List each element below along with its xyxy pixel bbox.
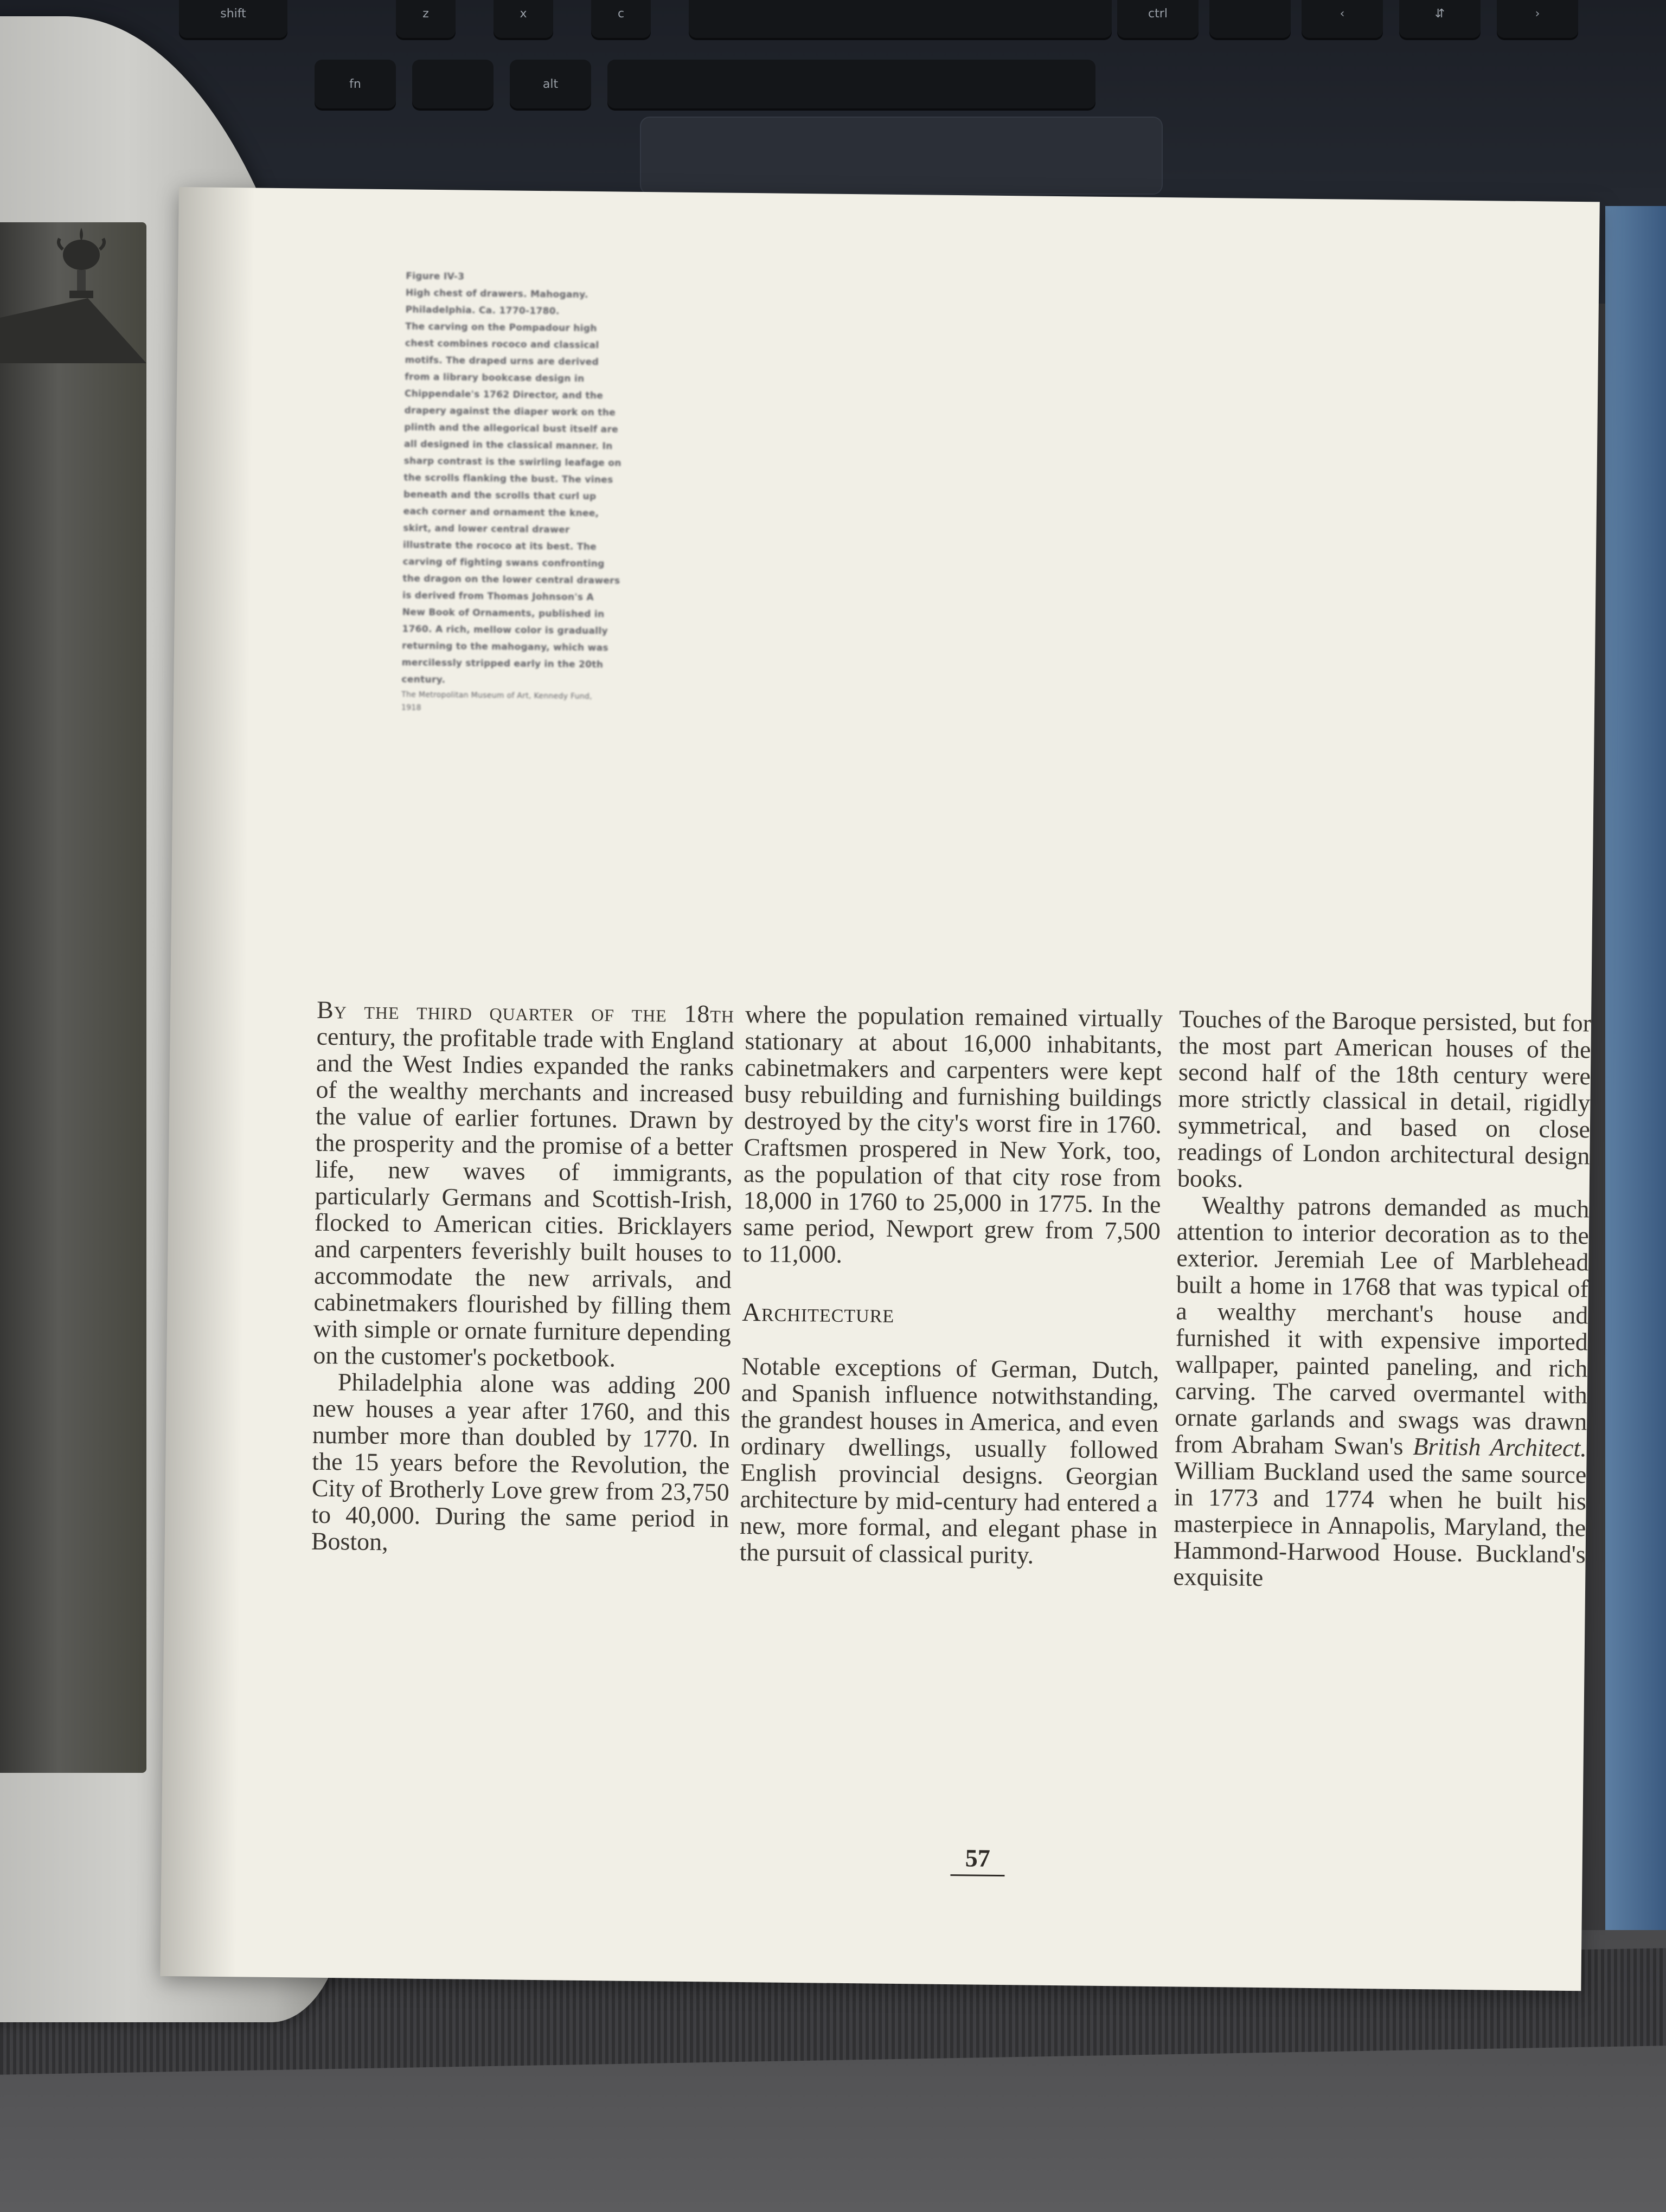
caption-line: plinth and the allegorical bust itself are [404, 422, 619, 435]
caption-line: Philadelphia. Ca. 1770-1780. [405, 304, 560, 317]
caption-line: High chest of drawers. Mahogany. [405, 287, 588, 300]
paragraph [313, 996, 734, 1373]
caption-line: is derived from Thomas Johnson's A [402, 590, 594, 603]
caption-line: the dragon on the lower central drawers [402, 573, 620, 587]
caption-line: The carving on the Pompadour high [405, 321, 597, 335]
page-number: 57 [950, 1843, 1005, 1876]
key-arrow-updown: ⇵ [1399, 0, 1481, 38]
text-column-3 [1173, 1005, 1591, 1594]
caption-line: Chippendale's 1762 Director, and the [404, 388, 604, 402]
caption-credit: 1918 [401, 703, 421, 712]
urn-finial-icon [54, 222, 108, 309]
paragraph-text: William Buckland used the same source in 1773 and 1774 when he built his masterpiece in Annapolis, Maryland, the Hammond-Harwood House. Buckland's exquisite [1172, 1456, 1587, 1592]
paragraph: where the population remained virtually stationary at about 16,000 inhabitants, cabinetmakers and carpenters were kept busy rebuilding and furnishing buildings destroyed by the city's worst fire in 1760. Craftsmen prospered in New York, too, as the population of that city rose from 18,000 in 1760 to 25,000 in 1775. In the same period, Newport grew from 7,500 to 11,000. [742, 1000, 1163, 1268]
caption-line: carving of fighting swans confronting [402, 556, 605, 570]
key-z: z [396, 0, 456, 38]
caption-line: mercilessly stripped early in the 20th [401, 657, 604, 671]
caption-line: each corner and ornament the knee, [403, 506, 599, 519]
key-shift: shift [179, 0, 287, 38]
lead-in: By the third quarter of the 18th [316, 995, 735, 1028]
caption-line: skirt, and lower central drawer [403, 523, 570, 536]
book-title: British Architect. [1413, 1432, 1587, 1462]
caption-line: Figure IV-3 [406, 271, 465, 282]
caption-line: all designed in the classical manner. In [403, 439, 613, 452]
text-column-1 [311, 996, 735, 1559]
key-c: c [591, 0, 651, 38]
figure-caption [401, 268, 753, 718]
paragraph: Notable exceptions of German, Dutch, and Spanish influence notwithstanding, the grandest houses in America, and even ordinary dwellings, usually followed English provincial designs. Georgian architecture by mid-century had entered a new, more formal, and elegant phase in the pursuit of classical purity. [739, 1352, 1159, 1569]
paragraph: Touches of the Baroque persisted, but for the most part American houses of the second half of the 18th century were more strictly classical in detail, rigidly symmetrical, and based on close readings of London architectural design books. [1177, 1005, 1592, 1193]
text-column-2 [739, 1001, 1163, 1570]
key-blank [689, 0, 1112, 38]
paragraph: Philadelphia alone was adding 200 new houses a year after 1760, and this number more than doubled by 1770. In the 15 years before the Revolution, the City of Brotherly Love grew from 23,750 to 40,000. During the same period in Boston, [311, 1368, 731, 1556]
caption-line: century. [401, 674, 446, 686]
caption-line: sharp contrast is the swirling leafage on [403, 455, 621, 469]
caption-line: the scrolls flanking the bust. The vines [403, 472, 613, 486]
section-heading: Architecture [742, 1297, 895, 1328]
caption-line: 1760. A rich, mellow color is gradually [402, 623, 608, 637]
book-cover-edge [1605, 206, 1666, 1973]
caption-line: motifs. The draped urns are derived [405, 355, 599, 368]
key-space [607, 60, 1095, 108]
caption-line: New Book of Ornaments, published in [402, 607, 605, 620]
caption-credit: The Metropolitan Museum of Art, Kennedy Fund, [401, 690, 593, 702]
caption-line: from a library bookcase design in [405, 371, 585, 384]
paragraph [1173, 1191, 1590, 1594]
key-arrow-left: ‹ [1302, 0, 1383, 38]
caption-line: illustrate the rococo at its best. The [403, 539, 597, 553]
key-arrow-right: › [1497, 0, 1578, 38]
key-ctrl: ctrl [1117, 0, 1199, 38]
key-fn: fn [315, 60, 396, 108]
key-menu [1209, 0, 1291, 38]
key-x: x [494, 0, 553, 38]
paragraph-text: Wealthy patrons demanded as much attention to interior decoration as to the exterior. Jeremiah Lee of Marblehead built a home in 1768 that was typical of a wealthy merchant's house and furnished it with expensive imported wallpaper, painted paneling, and rich carving. The carved overmantel with ornate garlands and swags was drawn from Abraham Swan's [1174, 1191, 1590, 1460]
caption-line: returning to the mahogany, which was [402, 640, 608, 654]
paragraph-text: century, the profitable trade with England and the West Indies expanded the ranks of the wealthy merchants and increased the value of earlier fortunes. Drawn by the prosperity and the promise of a better life, new waves of immigrants, particularly Germans and Scottish-Irish, flocked to American cities. Bricklayers and carpenters feverishly built houses to accommodate the new arrivals, and cabinetmakers flourished by filling them with simple or ornate furniture depending on the customer's pocketbook. [313, 1022, 734, 1372]
trackpad [640, 117, 1163, 195]
key-windows [412, 60, 494, 108]
caption-line: beneath and the scrolls that curl up [403, 489, 597, 503]
caption-line: chest combines rococo and classical [405, 338, 599, 351]
key-alt: alt [510, 60, 591, 108]
caption-line: drapery against the diaper work on the [404, 405, 616, 419]
high-chest-photo [0, 222, 146, 1773]
book-page [160, 187, 1599, 1991]
